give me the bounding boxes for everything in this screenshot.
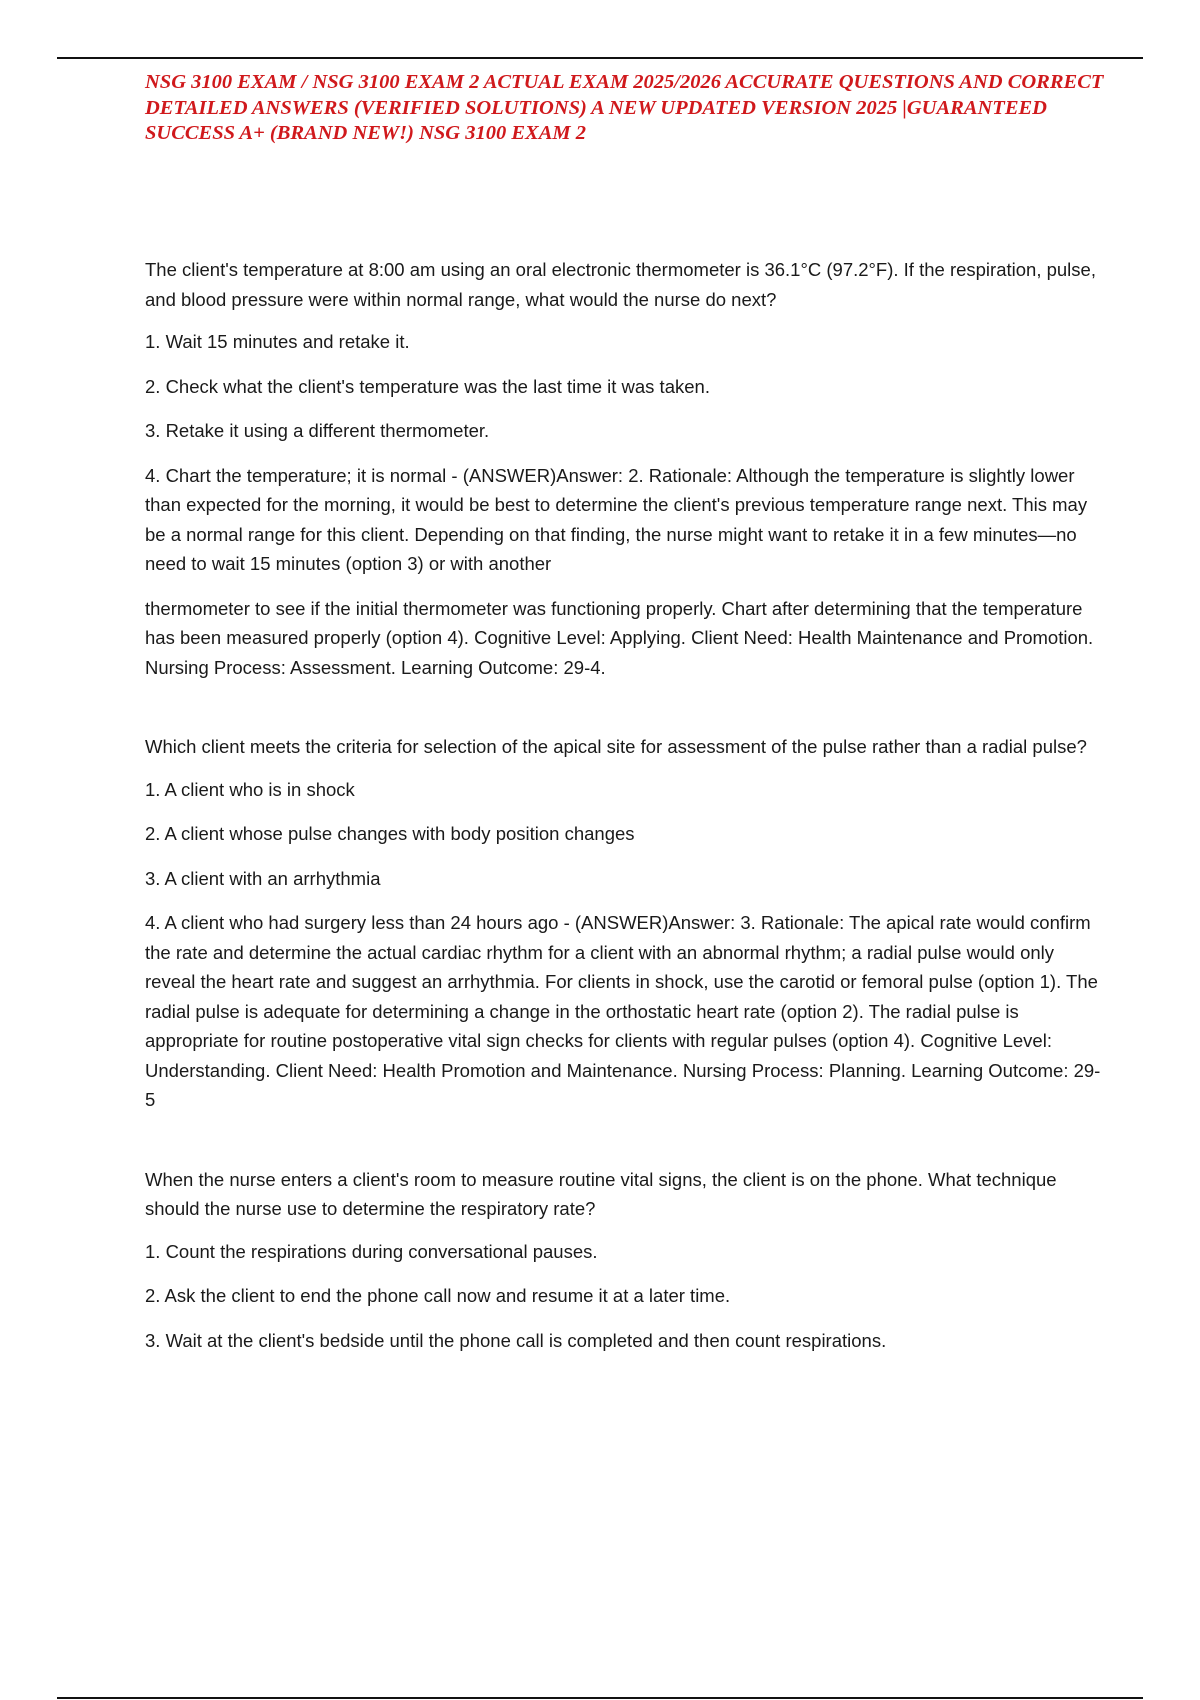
answer-option-1: 1. Wait 15 minutes and retake it. (145, 331, 410, 352)
answer-options (145, 775, 1105, 1115)
answer-options (145, 1237, 1105, 1356)
answer-option-4: 4. Chart the temperature; it is normal - (ANSWER)Answer: 2. Rationale: Although the temperature is slightly lower than expected for the morning, it would be best to determine the client's previous temperature range next. This may be a normal range for this client. Depending on that finding, the nurse might want to retake it in a few minutes—no need to wait 15 minutes (option 3) or with another (145, 464, 1088, 574)
answer-options (145, 327, 1105, 579)
answer-option-2: 2. A client whose pulse changes with body position changes (145, 823, 635, 844)
question-text: Which client meets the criteria for selection of the apical site for assessment of the pulse rather than a radial pulse? (145, 736, 1087, 757)
answer-option-3: 3. A client with an arrhythmia (145, 867, 381, 889)
question-block-1 (145, 255, 1105, 682)
question-block-2 (145, 732, 1105, 1115)
answer-option-1: 1. Count the respirations during conversational pauses. (145, 1240, 598, 1262)
answer-option-2: 2. Check what the client's temperature was the last time it was taken. (145, 375, 710, 397)
question-text: When the nurse enters a client's room to measure routine vital signs, the client is on the phone. What technique should the nurse use to determine the respiratory rate? (145, 1168, 1057, 1219)
answer-option-3: 3. Retake it using a different thermometer. (145, 420, 490, 441)
top-rule (57, 57, 1143, 59)
answer-option-4: 4. A client who had surgery less than 24 hours ago - (ANSWER)Answer: 3. Rationale: The apical rate would confirm the rate and determine the actual cardiac rhythm for a client with an abnormal rhythm; a radial pulse would only reveal the heart rate and suggest an arrhythmia. For clients in shock, use the carotid or femoral pulse (option 1). The radial pulse is adequate for determining a change in the orthostatic heart rate (option 2). The radial pulse is appropriate for routine postoperative vital sign checks for clients with regular pulses (option 4). Cognitive Level: Understanding. Client Need: Health Promotion and Maintenance. Nursing Process: Planning. Learning Outcome: 29-5 (145, 912, 1101, 1110)
answer-option-2: 2. Ask the client to end the phone call now and resume it at a later time. (145, 1285, 731, 1306)
answer-option-1: 1. A client who is in shock (145, 778, 355, 800)
document-body (145, 255, 1105, 1370)
question-text: The client's temperature at 8:00 am using an oral electronic thermometer is 36.1°C (97.2°F). If the respiration, pulse, and blood pressure were within normal range, what would the nurse do next? (145, 259, 1096, 310)
answer-option-3: 3. Wait at the client's bedside until the phone call is completed and then count respirations. (145, 1329, 887, 1351)
document-title: NSG 3100 EXAM / NSG 3100 EXAM 2 ACTUAL EXAM 2025/2026 ACCURATE QUESTIONS AND CORRECT DETAILED ANSWERS (VERIFIED SOLUTIONS) A NEW UPDATED VERSION 2025 |GUARANTEED SUCCESS A+ (BRAND NEW!) NSG 3100 EXAM 2 (145, 71, 1104, 144)
rationale-continuation: thermometer to see if the initial thermometer was functioning properly. Chart after determining that the temperature has been measured properly (option 4). Cognitive Level: Applying. Client Need: Health Maintenance and Promotion. Nursing Process: Assessment. Learning Outcome: 29-4. (145, 597, 1094, 678)
question-block-3 (145, 1165, 1105, 1356)
bottom-rule (57, 1697, 1143, 1699)
